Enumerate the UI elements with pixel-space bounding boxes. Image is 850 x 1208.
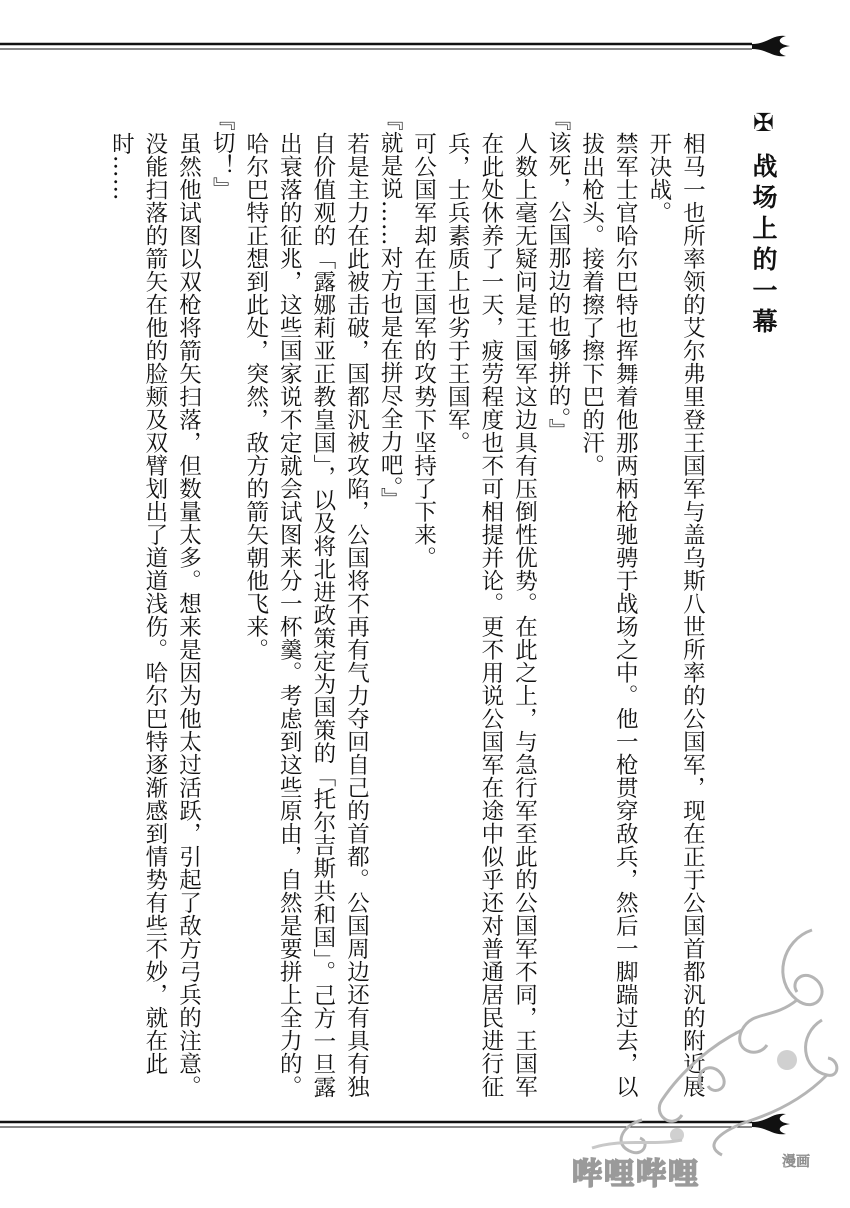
section-heading-text: 战场上的一幕 [749, 153, 778, 339]
paragraph: 虽然他试图以双枪将箭矢扫落，但数量太多。想来是因为他太过活跃，引起了敌方弓兵的注意。没能扫落的箭矢在他的脸颊及双臂划出了道道浅伤。哈尔巴特逐渐感到情势有些不妙，就在此时…… [108, 132, 202, 1098]
paragraph: 禁军士官哈尔巴特也挥舞着他那两柄枪驰骋于战场之中。他一枪贯穿敌兵，然后一脚踹过去，以拔出枪头。接着擦了擦下巴的汗。 [578, 132, 639, 1098]
paragraph: 哈尔巴特正想到此处，突然，敌方的箭矢朝他飞来。 [242, 132, 269, 661]
floral-ornament [582, 920, 842, 1164]
dialogue-line: 『该死，公国那边的也够拼的。』 [545, 108, 572, 442]
paragraph: 可公国军却在王国军的攻势下坚持了下来。 [410, 132, 437, 569]
bilibili-manga-watermark [568, 1140, 838, 1204]
paragraph: 若是主力在此被击破，国都汎被攻陷，公国将不再有气力夺回自己的首都。公国周边还有具有独自价值观的「露娜莉亚正教皇国」，以及将北进政策定为国策的「托尔吉斯共和国」。己方一旦露出衰落的征兆，这些国家说不定就会试图来分一杯羹。考虑到这些原由，自然是要拼上全力的。 [276, 132, 370, 1099]
dialogue-line: 『就是说……对方也是在拼尽全力吧。』 [377, 108, 404, 511]
paragraph: 人数上毫无疑问是王国军这边具有压倒性优势。在此之上，与急行军至此的公国军不同，王国军在此处休养了一天，疲劳程度也不可相提并论。更不用说公国军在途中似乎还对普通居民进行征兵，士兵素质上也劣于王国军。 [444, 132, 538, 1098]
dialogue-line: 『切！』 [209, 108, 236, 200]
cross-icon: ✠ [749, 108, 778, 143]
watermark-text: 哔哩哔哩 [572, 1157, 700, 1192]
paragraph: 相马一也所率领的艾尔弗里登王国军与盖乌斯八世所率的公国军，现在正于公国首都汎的附近展开决战。 [645, 132, 706, 1098]
watermark-sub: 漫画 [782, 1154, 810, 1170]
